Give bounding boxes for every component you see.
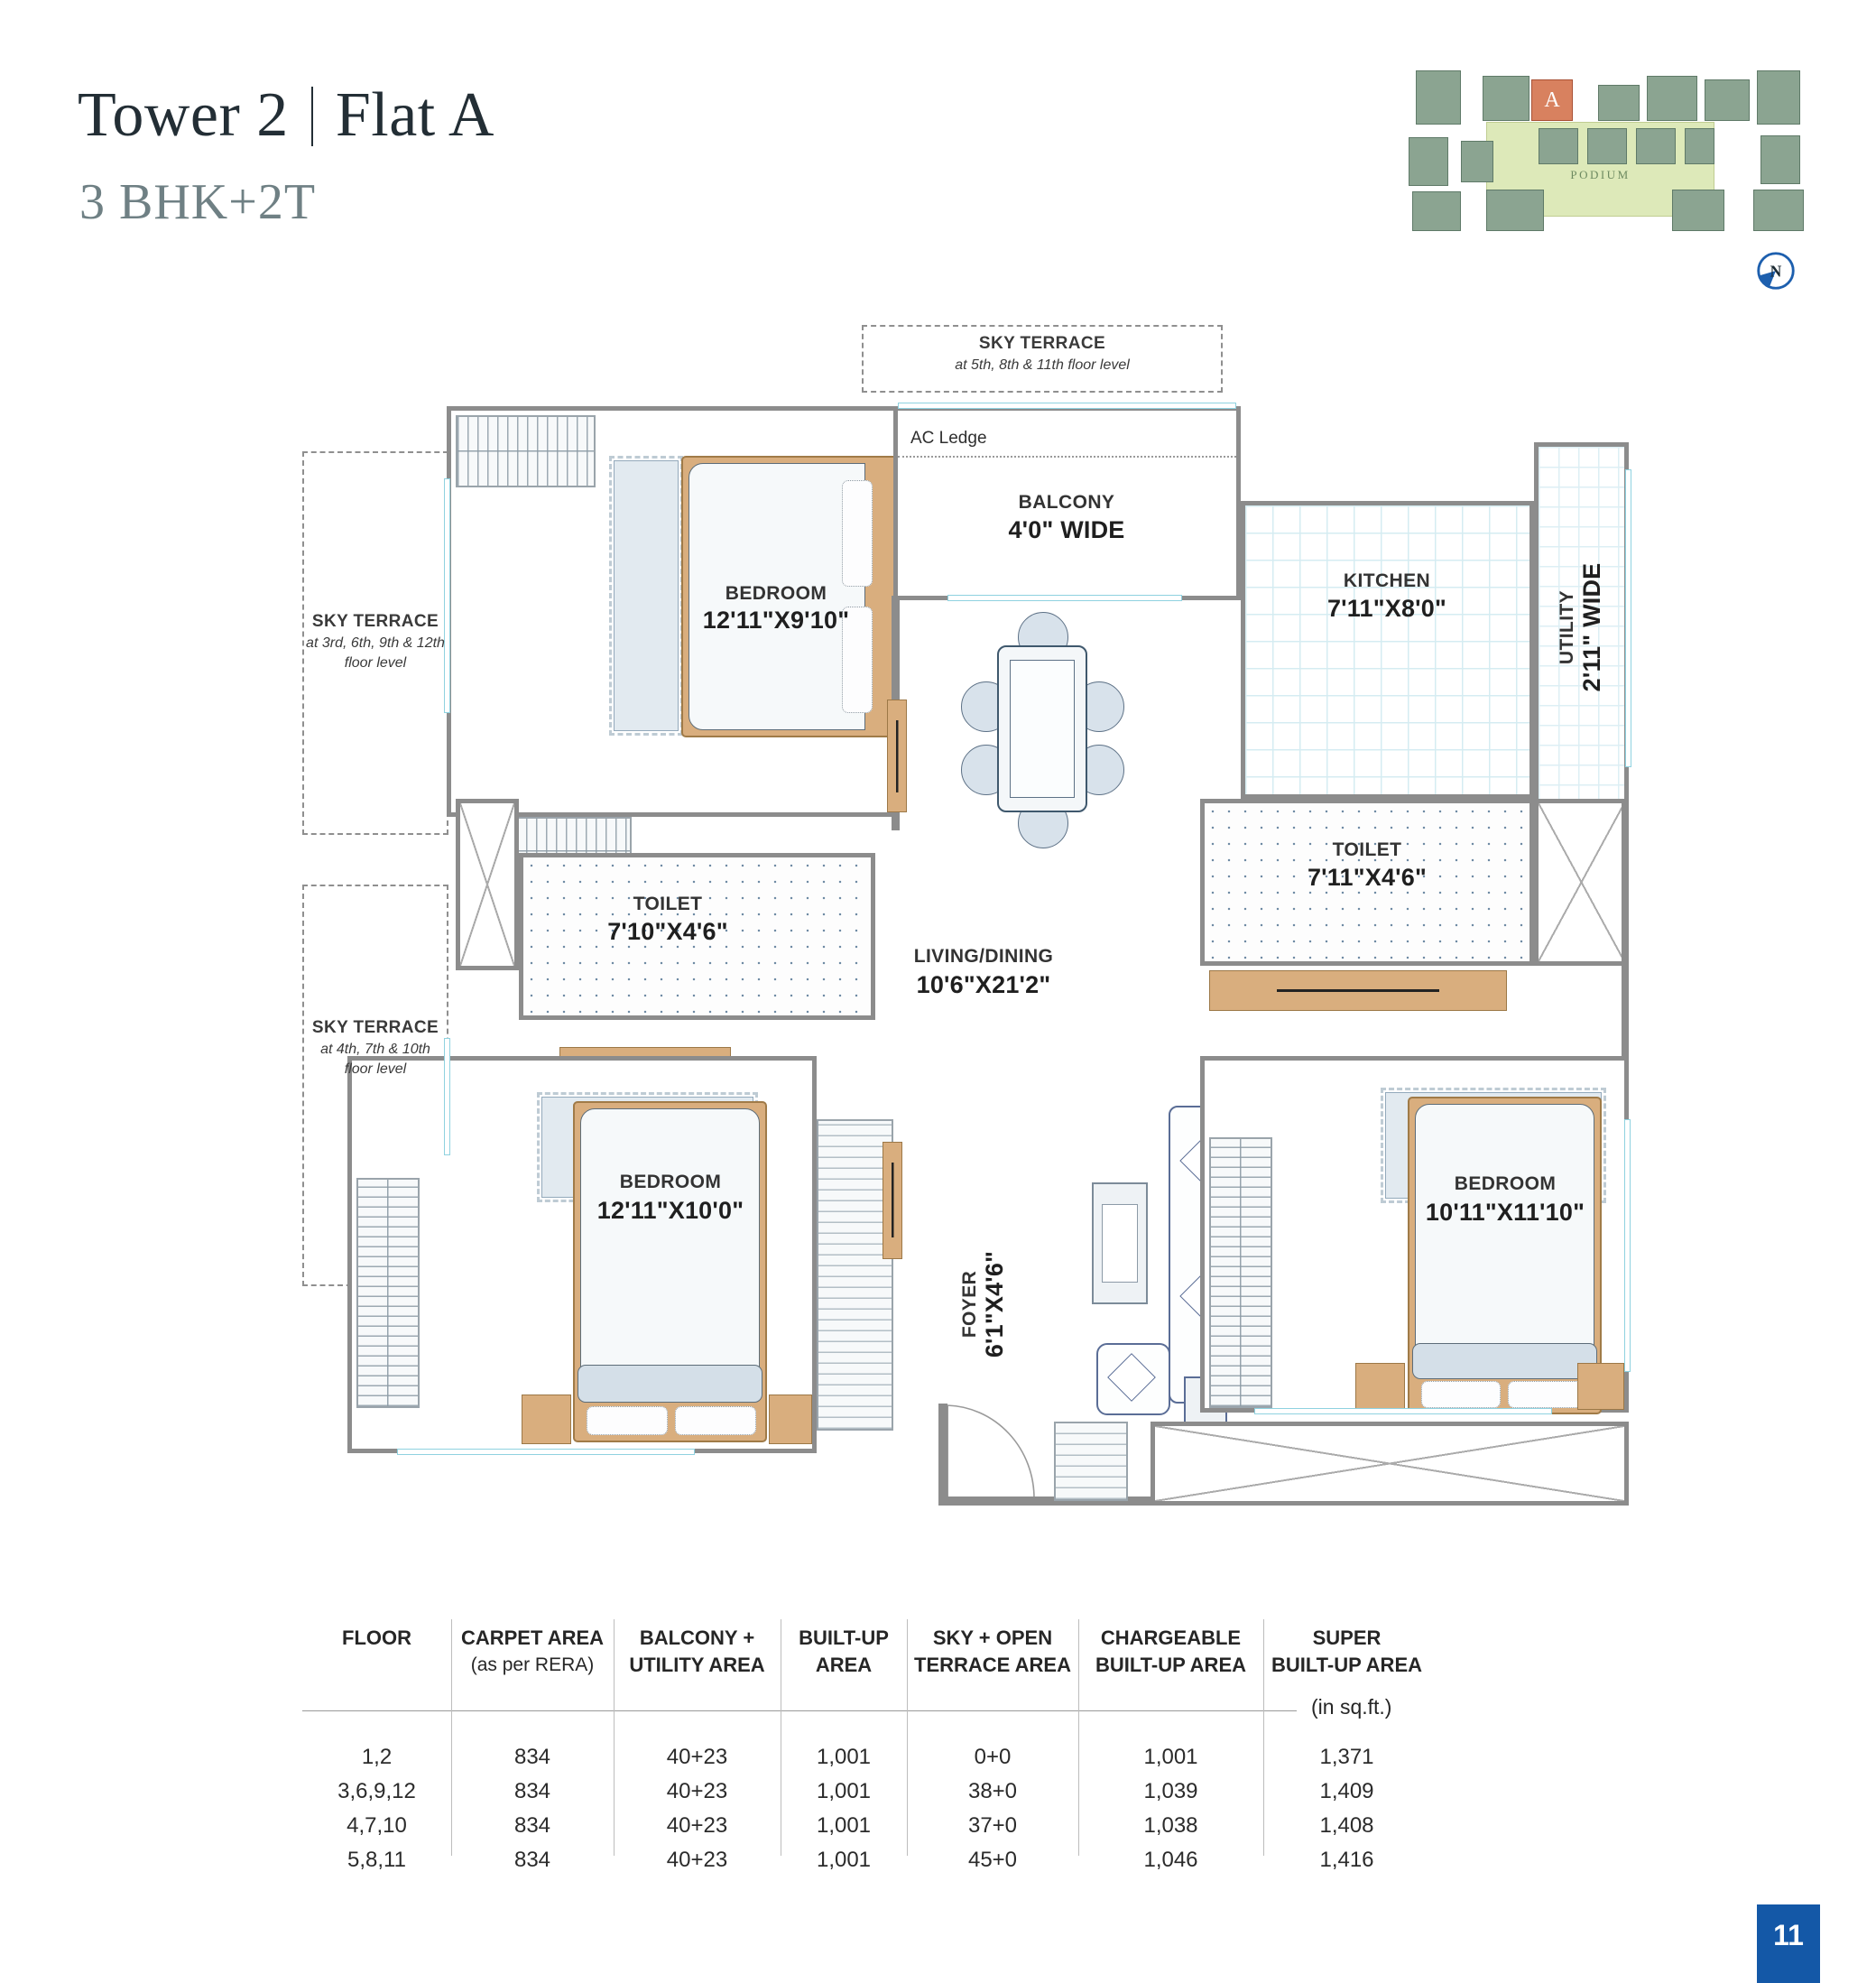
column-header: CHARGEABLE BUILT-UP AREA [1095, 1626, 1247, 1676]
site-map-block [1672, 190, 1724, 231]
balcony-dim: 4'0" WIDE [1008, 516, 1125, 543]
sky-terrace-low-label: SKY TERRACE [311, 1018, 439, 1037]
shaft-icon [456, 799, 519, 970]
wall-segment [1622, 799, 1629, 1061]
site-map-block [1587, 128, 1627, 164]
table-cell: 834 [513, 1745, 551, 1769]
table-cell: 4,7,10 [347, 1813, 407, 1838]
site-map-block [1486, 190, 1544, 231]
flat-a-marker: A [1531, 79, 1573, 121]
table-cell: 40+23 [666, 1779, 728, 1803]
shaft-icon [1534, 799, 1629, 966]
table-cell: 1,2 [361, 1745, 393, 1769]
bedroom-top-name: BEDROOM [725, 583, 827, 604]
window-icon [947, 595, 1182, 601]
balcony-name: BALCONY [1018, 492, 1115, 513]
site-map-block [1598, 85, 1640, 121]
column-header: SUPER BUILT-UP AREA [1271, 1626, 1423, 1676]
pillow-icon [1508, 1381, 1587, 1408]
door-panel-icon [887, 700, 907, 812]
bedroom-right-name: BEDROOM [1454, 1173, 1557, 1194]
unit-note: (in sq.ft.) [1311, 1695, 1392, 1719]
bed-blanket [578, 1365, 762, 1403]
table-cell: 1,371 [1319, 1745, 1374, 1769]
toilet-right-dim: 7'11"X4'6" [1307, 864, 1428, 891]
site-map-block [1753, 190, 1804, 231]
wardrobe-icon [1209, 1137, 1272, 1408]
table-cell: 1,001 [1143, 1745, 1198, 1769]
column-header: CARPET AREA (as per RERA) [460, 1626, 605, 1675]
dining-table-top [1010, 660, 1075, 798]
table-cell: 40+23 [666, 1848, 728, 1872]
sky-terrace-top-label: SKY TERRACE [978, 334, 1106, 353]
column-header: BUILT-UP AREA [799, 1626, 889, 1676]
table-cell: 38+0 [967, 1779, 1018, 1803]
page-number-badge: 11 [1757, 1904, 1820, 1983]
table-cell: 1,409 [1319, 1779, 1374, 1803]
entry-door-icon [945, 1404, 1037, 1502]
toilet-left-dim: 7'10"X4'6" [607, 918, 728, 945]
table-cell: 1,039 [1143, 1779, 1198, 1803]
kitchen-room [1241, 501, 1534, 799]
window-icon [397, 1449, 695, 1455]
table-cell: 1,001 [816, 1745, 872, 1769]
vanity-icon [1209, 970, 1507, 1011]
table-cell: 834 [513, 1779, 551, 1803]
table-cell: 1,001 [816, 1848, 872, 1872]
toilet-right-name: TOILET [1332, 839, 1402, 860]
site-map-block [1760, 135, 1800, 184]
floor-plan [262, 325, 1638, 1512]
living-name: LIVING/DINING [913, 946, 1054, 967]
table-cell: 834 [513, 1813, 551, 1838]
foyer-name: FOYER [958, 1270, 980, 1339]
ac-ledge-label: AC Ledge [910, 429, 987, 448]
site-map-block [1409, 137, 1448, 186]
table-cell: 40+23 [666, 1813, 728, 1838]
toilet-left-name: TOILET [633, 894, 703, 914]
area-table-body [302, 1740, 1430, 1877]
table-cell: 1,408 [1319, 1813, 1374, 1838]
foyer-dim: 6'1"X4'6" [980, 1250, 1008, 1358]
compass-label: N [1770, 262, 1782, 281]
table-cell: 37+0 [967, 1813, 1018, 1838]
nightstand-icon [1355, 1363, 1405, 1410]
site-map-block [1705, 79, 1750, 121]
site-map-block [1483, 76, 1529, 121]
site-map-block [1412, 191, 1461, 231]
staircase-icon [1151, 1422, 1629, 1506]
pillow-icon [1421, 1381, 1501, 1408]
window-icon [1625, 469, 1631, 767]
area-table-header [302, 1616, 1430, 1679]
nightstand-icon [1577, 1363, 1624, 1410]
pillow-icon [587, 1406, 668, 1435]
page-subtitle: 3 BHK+2T [79, 174, 317, 230]
wardrobe-icon [456, 415, 596, 487]
table-cell: 1,001 [816, 1779, 872, 1803]
pillow-icon [675, 1406, 756, 1435]
living-dim: 10'6"X21'2" [916, 971, 1051, 998]
podium-label: PODIUM [1570, 168, 1631, 181]
column-header: FLOOR [342, 1626, 411, 1649]
window-icon [444, 478, 450, 713]
utility-name: UTILITY [1556, 589, 1577, 665]
site-map-block [1636, 128, 1676, 164]
shoe-cabinet-icon [1054, 1422, 1128, 1501]
title-divider [311, 87, 313, 146]
kitchen-dim: 7'11"X8'0" [1326, 595, 1447, 622]
bedroom-left-dim: 12'11"X10'0" [596, 1197, 744, 1224]
table-cell: 3,6,9,12 [337, 1779, 416, 1803]
foyer-label [955, 1205, 1012, 1404]
north-compass-icon [1756, 251, 1796, 291]
dining-table-icon [997, 645, 1087, 812]
tv-unit-icon [1092, 1182, 1148, 1304]
utility-label [1552, 528, 1610, 727]
site-map-block [1539, 128, 1578, 164]
nightstand-icon [769, 1395, 812, 1444]
table-cell: 1,046 [1143, 1848, 1198, 1872]
window-icon [1254, 1408, 1552, 1414]
table-cell: 5,8,11 [347, 1848, 406, 1872]
area-table [302, 1616, 1430, 1886]
column-header: BALCONY + UTILITY AREA [629, 1626, 765, 1676]
site-map-block [1757, 70, 1800, 125]
table-cell: 1,038 [1143, 1813, 1198, 1838]
bed-blanket [1412, 1343, 1597, 1379]
site-key-plan [1403, 52, 1809, 237]
nightstand-icon [522, 1395, 571, 1444]
bed-mattress [580, 1108, 760, 1368]
sky-terrace-mid-label: SKY TERRACE [311, 612, 439, 631]
utility-dim: 2'11" WIDE [1577, 562, 1605, 692]
door-panel-icon [883, 1142, 902, 1259]
site-map-block [1685, 128, 1714, 164]
column-header: SKY + OPEN TERRACE AREA [914, 1626, 1071, 1676]
table-cell: 0+0 [974, 1745, 1012, 1769]
kitchen-name: KITCHEN [1343, 570, 1431, 591]
table-cell: 1,001 [816, 1813, 872, 1838]
table-cell: 40+23 [666, 1745, 728, 1769]
sky-terrace-low-level: at 4th, 7th & 10th [320, 1042, 430, 1057]
sky-terrace-low-level2: floor level [344, 1061, 407, 1077]
sky-terrace-mid-level2: floor level [344, 655, 407, 671]
title-flat: Flat A [335, 80, 494, 150]
wall-segment [938, 1404, 947, 1505]
sky-terrace-top-level: at 5th, 8th & 11th floor level [955, 357, 1130, 373]
window-icon [898, 403, 1236, 409]
table-cell: 1,416 [1319, 1848, 1374, 1872]
bedroom-left-name: BEDROOM [619, 1172, 722, 1192]
site-map-block [1461, 141, 1493, 182]
table-cell: 45+0 [967, 1848, 1018, 1872]
page-title [78, 79, 494, 152]
bedroom-right-dim: 10'11"X11'10" [1425, 1199, 1585, 1226]
site-map-block [1647, 76, 1697, 121]
window-icon [1624, 1119, 1631, 1372]
title-tower: Tower 2 [78, 80, 289, 150]
site-map-block [1416, 70, 1461, 125]
wardrobe-icon [356, 1178, 420, 1408]
bedroom-top-dim: 12'11"X9'10" [702, 607, 850, 634]
table-cell: 834 [513, 1848, 551, 1872]
pillow-icon [842, 480, 873, 587]
sky-terrace-mid-level: at 3rd, 6th, 9th & 12th [306, 635, 445, 651]
tv-icon [1102, 1204, 1138, 1283]
